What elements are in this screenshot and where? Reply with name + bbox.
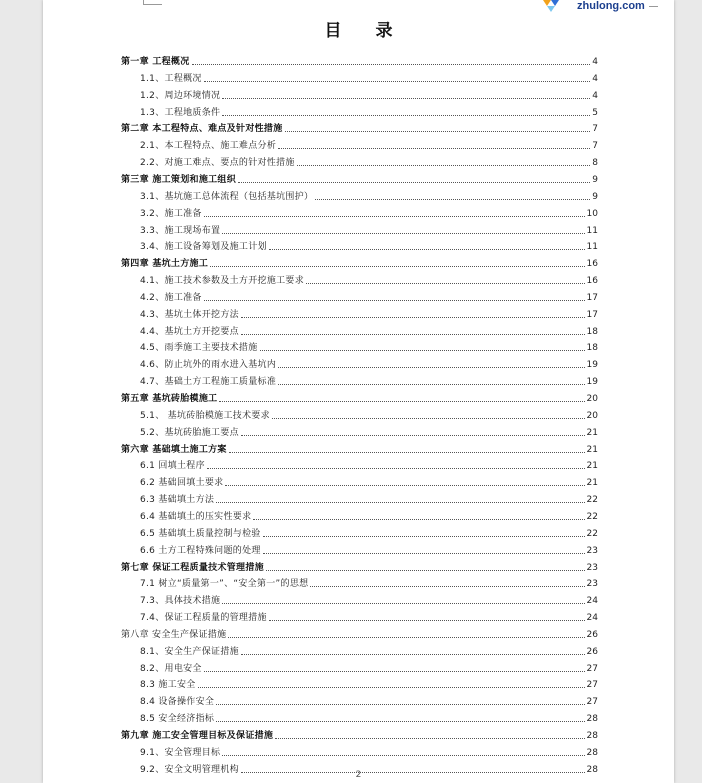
page-corner-mark — [143, 0, 162, 5]
toc-dot-leader — [315, 199, 590, 200]
toc-dot-leader — [204, 216, 585, 217]
toc-entry-page: 17 — [586, 309, 598, 320]
toc-entry-page: 18 — [586, 326, 598, 337]
toc-entry-title: 9.2、安全文明管理机构 — [140, 764, 239, 775]
toc-dot-leader — [238, 182, 590, 183]
toc-dot-leader — [216, 502, 584, 503]
toc-entry-title: 4.2、施工准备 — [140, 292, 202, 303]
toc-entry-page: 23 — [586, 545, 598, 556]
toc-chapter-entry[interactable] — [121, 170, 598, 186]
toc-entry-title: 6.3 基础填土方法 — [140, 495, 215, 506]
toc-entry-page: 21 — [586, 461, 598, 472]
toc-entry-title: 6.4 基础填土的压实性要求 — [140, 511, 252, 522]
toc-dot-leader — [204, 671, 585, 672]
toc-entry-page: 28 — [586, 764, 598, 775]
toc-dot-leader — [222, 115, 590, 116]
toc-entry-title: 8.1、安全生产保证措施 — [140, 646, 239, 657]
toc-entry-title: 第三章 施工策划和施工组织 — [121, 174, 237, 185]
toc-entry-title: 4.3、基坑土体开挖方法 — [140, 309, 239, 320]
toc-entry-page: 19 — [586, 360, 598, 371]
toc-entry-title: 3.3、施工现场布置 — [140, 225, 221, 236]
toc-entry-page: 27 — [586, 697, 598, 708]
toc-section-entry[interactable] — [140, 692, 598, 708]
toc-entry-page: 9 — [592, 191, 598, 202]
toc-entry-page: 20 — [586, 410, 598, 421]
toc-dot-leader — [222, 233, 584, 234]
toc-dot-leader — [241, 654, 585, 655]
toc-entry-page: 7 — [592, 141, 598, 152]
toc-entry-page: 28 — [586, 731, 598, 741]
toc-entry-title: 第四章 基坑土方施工 — [121, 259, 209, 270]
toc-entry-page: 20 — [586, 394, 598, 404]
toc-entry-title: 9.1、安全管理目标 — [140, 747, 221, 758]
toc-dot-leader — [285, 131, 591, 132]
toc-entry-title: 7.4、保证工程质量的管理措施 — [140, 613, 267, 624]
toc-dot-leader — [263, 553, 585, 554]
toc-dot-leader — [225, 485, 584, 486]
toc-entry-page: 28 — [586, 714, 598, 725]
toc-entry-page: 11 — [586, 225, 598, 236]
toc-entry-page: 18 — [586, 343, 598, 354]
toc-section-entry[interactable] — [140, 288, 598, 304]
toc-entry-page: 21 — [586, 478, 598, 489]
toc-dot-leader — [269, 620, 585, 621]
toc-entry-page: 10 — [586, 208, 598, 219]
toc-entry-page: 21 — [586, 444, 598, 455]
toc-chapter-entry[interactable] — [121, 119, 598, 135]
toc-entry-title: 第五章 基坑砖胎模施工 — [121, 394, 218, 404]
toc-section-entry[interactable] — [140, 153, 598, 169]
toc-dot-leader — [192, 64, 591, 65]
toc-dot-leader — [278, 148, 590, 149]
toc-entry-title: 3.4、施工设备筹划及施工计划 — [140, 242, 267, 253]
toc-entry-page: 11 — [586, 242, 598, 253]
toc-dot-leader — [222, 755, 584, 756]
toc-section-entry[interactable] — [140, 709, 598, 725]
toc-entry-title: 8.3 施工安全 — [140, 680, 196, 691]
toc-dot-leader — [204, 81, 591, 82]
toc-entry-page: 17 — [586, 292, 598, 303]
toc-section-entry[interactable] — [140, 69, 598, 85]
toc-section-entry[interactable] — [140, 221, 598, 237]
toc-section-entry[interactable] — [140, 541, 598, 557]
toc-entry-title: 4.5、雨季施工主要技术措施 — [140, 343, 258, 354]
toc-section-entry[interactable] — [140, 103, 598, 119]
toc-dot-leader — [278, 367, 584, 368]
toc-entry-title: 8.5 安全经济指标 — [140, 714, 215, 725]
toc-section-entry[interactable] — [140, 642, 598, 658]
toc-section-entry[interactable] — [140, 305, 598, 321]
toc-entry-page: 23 — [586, 579, 598, 590]
zhulong-logo-icon — [541, 0, 565, 12]
toc-entry-page: 26 — [586, 646, 598, 657]
toc-section-entry[interactable] — [140, 237, 598, 253]
toc-entry-title: 4.7、基础土方工程施工质量标准 — [140, 377, 277, 388]
toc-entry-page: 4 — [592, 90, 598, 101]
toc-entry-page: 4 — [592, 73, 598, 84]
toc-dot-leader — [260, 350, 585, 351]
toc-section-entry[interactable] — [140, 406, 598, 422]
document-title: 目 录 — [324, 21, 407, 41]
toc-entry-title: 3.2、施工准备 — [140, 208, 202, 219]
toc-dot-leader — [228, 637, 584, 638]
toc-dot-leader — [222, 98, 590, 99]
toc-section-entry[interactable] — [140, 473, 598, 489]
toc-dot-leader — [278, 384, 584, 385]
toc-entry-page: 24 — [586, 613, 598, 624]
toc-entry-page: 28 — [586, 747, 598, 758]
toc-dot-leader — [241, 317, 585, 318]
toc-chapter-entry[interactable] — [121, 726, 598, 742]
toc-entry-title: 7.3、具体技术措施 — [140, 596, 221, 607]
toc-dot-leader — [207, 468, 585, 469]
toc-section-entry[interactable] — [140, 574, 598, 590]
toc-entry-title: 6.6 土方工程特殊问题的处理 — [140, 545, 261, 556]
toc-entry-title: 5.2、基坑砖胎施工要点 — [140, 427, 239, 438]
toc-entry-title: 6.5 基础填土质量控制与检验 — [140, 528, 261, 539]
toc-section-entry[interactable] — [140, 608, 598, 624]
toc-section-entry[interactable] — [140, 659, 598, 675]
toc-section-entry[interactable] — [140, 355, 598, 371]
toc-section-entry[interactable] — [140, 187, 598, 203]
toc-entry-page: 9 — [592, 174, 598, 185]
toc-entry-page: 16 — [586, 259, 598, 270]
toc-entry-page: 22 — [586, 511, 598, 522]
toc-dot-leader — [229, 452, 585, 453]
toc-dot-leader — [241, 334, 585, 335]
toc-section-entry[interactable] — [140, 204, 598, 220]
toc-section-entry[interactable] — [140, 338, 598, 354]
logo-rule — [649, 6, 658, 7]
toc-dot-leader — [198, 687, 585, 688]
toc-chapter-entry[interactable] — [121, 389, 598, 405]
toc-chapter-entry[interactable] — [121, 558, 598, 574]
toc-entry-page: 7 — [592, 124, 598, 135]
toc-entry-page: 8 — [592, 158, 598, 169]
toc-entry-page: 19 — [586, 377, 598, 388]
toc-entry-title: 4.4、基坑土方开挖要点 — [140, 326, 239, 337]
toc-chapter-entry[interactable] — [121, 625, 598, 641]
toc-dot-leader — [219, 401, 584, 402]
toc-dot-leader — [204, 300, 585, 301]
toc-entry-page: 4 — [592, 57, 598, 67]
toc-section-entry[interactable] — [140, 271, 598, 287]
toc-entry-title: 1.3、工程地质条件 — [140, 107, 221, 118]
toc-section-entry[interactable] — [140, 136, 598, 152]
toc-dot-leader — [241, 435, 585, 436]
toc-dot-leader — [266, 570, 585, 571]
toc-entry-page: 16 — [586, 276, 598, 287]
toc-entry-title: 第六章 基础填土施工方案 — [121, 444, 227, 455]
toc-entry-page: 24 — [586, 596, 598, 607]
toc-entry-title: 第七章 保证工程质量技术管理措施 — [121, 562, 264, 573]
toc-entry-title: 1.2、周边环境情况 — [140, 90, 221, 101]
document-page — [43, 0, 674, 783]
toc-section-entry[interactable] — [140, 322, 598, 338]
toc-dot-leader — [222, 603, 584, 604]
toc-entry-page: 5 — [592, 107, 598, 118]
toc-dot-leader — [297, 165, 591, 166]
toc-chapter-entry[interactable] — [121, 440, 598, 456]
toc-entry-title: 7.1 树立“质量第一”、“安全第一”的思想 — [140, 579, 309, 590]
toc-entry-title: 5.1、 基坑砖胎模施工技术要求 — [140, 410, 270, 421]
toc-entry-page: 27 — [586, 663, 598, 674]
toc-entry-page: 21 — [586, 427, 598, 438]
toc-dot-leader — [306, 283, 585, 284]
toc-entry-title: 6.1 回填土程序 — [140, 461, 205, 472]
toc-entry-page: 22 — [586, 495, 598, 506]
toc-entry-title: 第一章 工程概况 — [121, 57, 190, 67]
toc-chapter-entry[interactable] — [121, 254, 598, 270]
header-logo[interactable] — [541, 0, 658, 12]
toc-entry-title: 8.4 设备操作安全 — [140, 697, 215, 708]
toc-dot-leader — [263, 536, 585, 537]
toc-dot-leader — [272, 418, 585, 419]
toc-entry-title: 4.6、防止坑外的雨水进入基坑内 — [140, 360, 277, 371]
toc-entry-title: 1.1、工程概况 — [140, 73, 202, 84]
toc-entry-title: 2.2、对施工难点、要点的针对性措施 — [140, 158, 295, 169]
toc-section-entry[interactable] — [140, 743, 598, 759]
toc-entry-title: 3.1、基坑施工总体流程（包括基坑围护） — [140, 191, 314, 202]
toc-dot-leader — [216, 721, 584, 722]
toc-entry-title: 8.2、用电安全 — [140, 663, 202, 674]
toc-section-entry[interactable] — [140, 86, 598, 102]
toc-dot-leader — [310, 586, 584, 587]
toc-section-entry[interactable] — [140, 372, 598, 388]
toc-entry-title: 2.1、本工程特点、施工难点分析 — [140, 141, 277, 152]
logo-text: zhulong.com — [577, 0, 645, 12]
toc-entry-page: 27 — [586, 680, 598, 691]
toc-dot-leader — [216, 704, 584, 705]
toc-dot-leader — [210, 266, 584, 267]
toc-dot-leader — [269, 249, 585, 250]
toc-entry-title: 第九章 施工安全管理目标及保证措施 — [121, 731, 274, 741]
toc-section-entry[interactable] — [140, 524, 598, 540]
toc-entry-title: 第二章 本工程特点、难点及针对性措施 — [121, 124, 283, 135]
toc-entry-page: 26 — [586, 629, 598, 640]
toc-section-entry[interactable] — [140, 456, 598, 472]
toc-entry-page: 23 — [586, 562, 598, 573]
toc-entry-page: 22 — [586, 528, 598, 539]
toc-section-entry[interactable] — [140, 591, 598, 607]
toc-entry-title: 4.1、施工技术参数及土方开挖施工要求 — [140, 276, 305, 287]
toc-chapter-entry[interactable] — [121, 52, 598, 68]
toc-section-entry[interactable] — [140, 507, 598, 523]
toc-section-entry[interactable] — [140, 675, 598, 691]
toc-section-entry[interactable] — [140, 490, 598, 506]
toc-entry-title: 第八章 安全生产保证措施 — [121, 629, 227, 640]
toc-section-entry[interactable] — [140, 423, 598, 439]
toc-dot-leader — [275, 738, 584, 739]
page-number: 2 — [355, 770, 362, 780]
toc-entry-title: 6.2 基础回填土要求 — [140, 478, 224, 489]
toc-dot-leader — [253, 519, 584, 520]
